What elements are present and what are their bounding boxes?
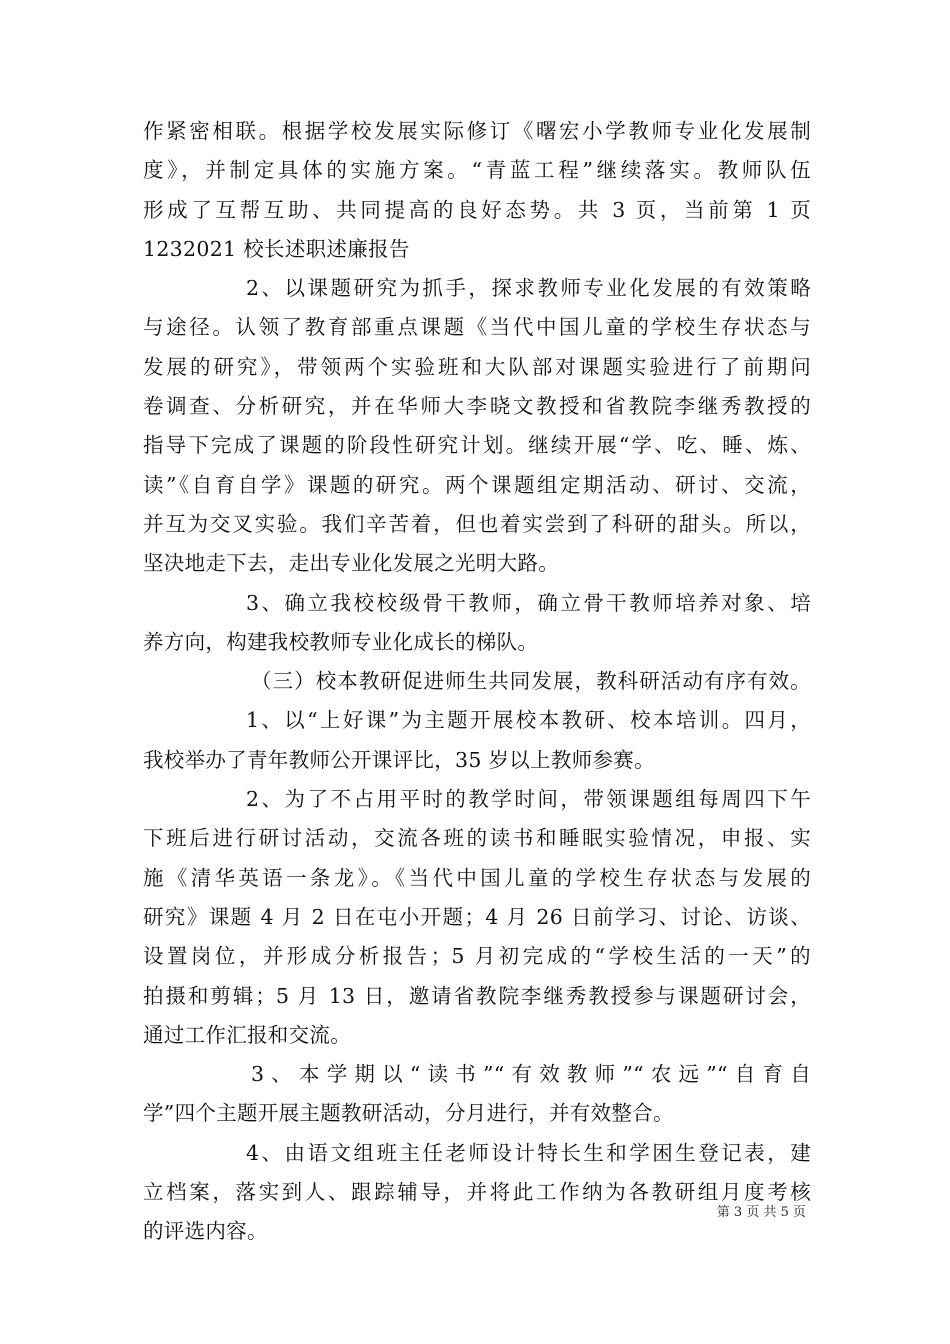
text-line: 作紧密相联。根据学校发展实际修订《曙宏小学教师专业化发展制 (143, 119, 811, 143)
text-line: 发展的研究》，带领两个实验班和大队部对课题实验进行了前期问 (143, 354, 811, 379)
text-line: 下班后进行研讨活动，交流各班的读书和睡眠实验情况，申报、实 (143, 826, 811, 851)
text-line: 我校举办了青年教师公开课评比，35 岁以上教师参赛。 (143, 747, 655, 772)
text-line: 学”四个主题开展主题教研活动，分月进行，并有效整合。 (143, 1101, 674, 1126)
text-line: 卷调查、分析研究，并在华师大李晓文教授和省教院李继秀教授的 (143, 394, 811, 419)
text-line: 形成了互帮互助、共同提高的良好态势。共 3 页，当前第 1 页 (143, 197, 811, 222)
text-line: 立档案，落实到人、跟踪辅导，并将此工作纳为各教研组月度考核 (143, 1180, 811, 1205)
text-line: 3、本学期以“读书”“有效教师”“农远”“自育自 (251, 1062, 811, 1087)
text-line: 与途径。认领了教育部重点课题《当代中国儿童的学校生存状态与 (143, 315, 811, 340)
text-line: 施《清华英语一条龙》。《当代中国儿童的学校生存状态与发展的 (143, 865, 811, 890)
text-line: 2、以课题研究为抓手，探求教师专业化发展的有效策略 (246, 276, 811, 301)
text-line: 坚决地走下去，走出专业化发展之光明大路。 (143, 551, 559, 576)
text-line: 1、以“上好课”为主题开展校本教研、校本培训。四月， (246, 708, 811, 733)
text-line: （三）校本教研促进师生共同发展，教科研活动有序有效。 (251, 669, 811, 694)
text-line: 通过工作汇报和交流。 (143, 1022, 351, 1047)
text-line: 读”《自育自学》课题的研究。两个课题组定期活动、研讨、交流， (143, 472, 811, 497)
text-line: 指导下完成了课题的阶段性研究计划。继续开展“学、吃、睡、炼、 (143, 433, 811, 458)
text-line: 研究》课题 4 月 2 日在屯小开题；4 月 26 日前学习、讨论、访谈、 (143, 904, 811, 929)
document-body (143, 112, 811, 1252)
text-line: 3、确立我校校级骨干教师，确立骨干教师培养对象、培 (246, 590, 811, 615)
text-line: 度》，并制定具体的实施方案。“青蓝工程”继续落实。教师队伍 (143, 158, 811, 183)
page-footer (0, 1201, 950, 1220)
text-line: 1232021 校长述职述廉报告 (143, 236, 410, 261)
page-number: 第 3 页 共 5 页 (716, 1205, 806, 1220)
text-line: 拍摄和剪辑；5 月 13 日，邀请省教院李继秀教授参与课题研讨会， (143, 983, 811, 1008)
text-line: 设置岗位，并形成分析报告；5 月初完成的“学校生活的一天”的 (143, 944, 811, 969)
text-line: 养方向，构建我校教师专业化成长的梯队。 (143, 629, 539, 654)
text-line: 2、为了不占用平时的教学时间，带领课题组每周四下午 (246, 787, 811, 812)
text-line: 的评选内容。 (143, 1219, 268, 1244)
text-line: 4、由语文组班主任老师设计特长生和学困生登记表，建 (246, 1140, 811, 1165)
text-line: 并互为交叉实验。我们辛苦着，但也着实尝到了科研的甜头。所以， (143, 511, 811, 536)
